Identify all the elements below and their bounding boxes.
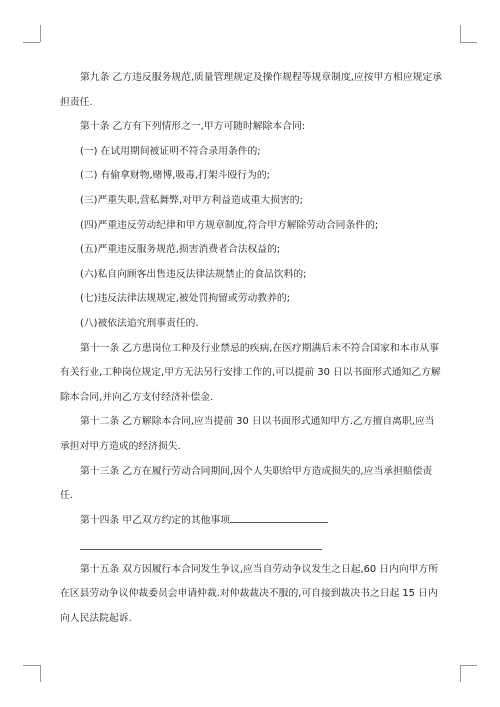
article-14-text: 第十四条 甲乙双方约定的其他事项 [80, 514, 231, 526]
article-12: 第十二条 乙方解除本合同,应当提前 30 日以书面形式通知甲方.乙方擅自离职,应当承担对甲方造成的经济损失. [60, 416, 435, 452]
article-13: 第十三条 乙方在履行劳动合同期间,因个人失职给甲方造成损失的,应当承担赔偿责任. [60, 465, 433, 502]
article-11: 第十一条 乙方患岗位工种及行业禁忌的疾病,在医疗期满后未不符合国家和本市从事有关行业,工种岗位规定,甲方无法另行安排工作的,可以提前 30 日以书面形式通知乙方解除本合同,并向乙方支付经济补偿金. [60, 342, 441, 403]
article-14-blank-line-2[interactable] [80, 549, 322, 550]
article-10-item-1: (一) 在试用期间被证明不符合录用条件的; [80, 145, 261, 157]
article-9: 第九条 乙方违反服务规范,质量管理规定及操作规程等规章制度,应按甲方相应规定承担责任. [60, 72, 443, 108]
article-10-item-5: (五)严重违反服务规范,损害消费者合法权益的; [80, 244, 281, 256]
article-15: 第十五条 双方因履行本合同发生争议,应当自劳动争议发生之日起,60 日内向甲方所在区县劳动争议仲裁委员会申请仲裁.对仲裁裁决不服的,可自接到裁决书之日起 15 日内向人民法院起诉. [60, 563, 439, 625]
article-14-fill-row [60, 533, 444, 558]
article-10-item-7: (七)违反法律法规规定,被处罚拘留或劳动教养的; [80, 293, 290, 305]
article-10-item-4: (四)严重违反劳动纪律和甲方规章制度,符合甲方解除劳动合同条件的; [80, 219, 379, 231]
article-14 [60, 509, 444, 534]
contract-body [60, 66, 444, 632]
article-10-item-8: (八)被依法追究刑事责任的. [80, 317, 199, 329]
article-10-item-6: (六)私自向顾客出售违反法律法规禁止的食品饮料的; [80, 268, 307, 280]
article-14-blank-line[interactable] [230, 512, 328, 523]
article-10-item-3: (三)严重失职,营私舞弊,对甲方利益造成重大损害的; [80, 194, 303, 206]
article-10-item-2: (二) 有偷拿财物,赌博,吸毒,打架斗殴行为的; [80, 170, 270, 182]
article-10: 第十条 乙方有下列情形之一,甲方可随时解除本合同: [80, 121, 306, 133]
